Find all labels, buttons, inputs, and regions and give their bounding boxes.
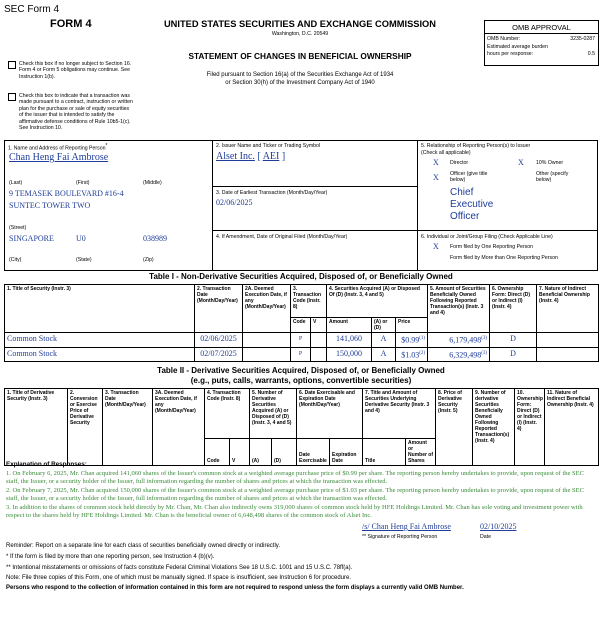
omb-burden-value: 0.5 <box>587 50 595 57</box>
box2-label: 2. Issuer Name and Ticker or Trading Symbol <box>216 143 321 149</box>
city-value: SINGAPORE <box>9 234 54 243</box>
box3-label: 3. Date of Earliest Transaction (Month/Day/Year) <box>216 190 328 196</box>
officer-label-1: Officer (give title <box>450 171 488 177</box>
other-label-1: Other (specify <box>536 171 569 177</box>
table-row <box>5 347 599 362</box>
filed-pursuant-1: Filed pursuant to Section 16(a) of the Securities Exchange Act of 1934 <box>206 72 394 78</box>
one-person-label: Form filed by One Reporting Person <box>450 244 534 250</box>
table-row <box>5 333 599 348</box>
officer-title-2: Executive <box>450 199 494 210</box>
issuer-line: Alset Inc. [ AEI ] <box>216 151 286 162</box>
t1-r1-code: P <box>291 347 311 362</box>
t2-h5: 5. Number of Derivative Securities Acquired (A) or Disposed of (D) (Instr. 3, 4 and 5) <box>250 389 297 439</box>
t1-h6: 6. Ownership Form: Direct (D) or Indirect (I) (Instr. 4) <box>490 285 537 333</box>
t1-h3: 3. Transaction Code (Instr. 8) <box>291 285 327 318</box>
zip-label: (Zip) <box>143 257 154 263</box>
t2-sub-exercisable: Date Exercisable <box>297 439 330 466</box>
t1-r0-title: Common Stock <box>5 333 195 348</box>
t2-h9: 9. Number of derivative Securities Beneficially Owned Following Reported Transaction(s) (Instr. 4) <box>473 389 515 466</box>
table2 <box>4 388 599 466</box>
t1-h7: 7. Nature of Indirect Beneficial Ownership (Instr. 4) <box>537 285 599 333</box>
t2-h3: 3. Transaction Date (Month/Day/Year) <box>103 389 153 466</box>
signature-value: /s/ Chan Heng Fai Ambrose <box>362 522 451 531</box>
t1-h5: 5. Amount of Securities Beneficially Owned Following Reported Transaction(s) (Instr. 3 and 4) <box>428 285 490 333</box>
t1-r1-title: Common Stock <box>5 347 195 362</box>
t2-h8: 8. Price of Derivative Security (Instr. 5) <box>436 389 473 466</box>
explanation-3: 3. In addition to the shares of common stock held directly by Mr. Chan, Mr. Chan also indirectly owns 319,000 shares of common stock held by HFE Holdings Limited. Mr. Chan has sole voting and investment power with respect to the shares held by HFE Holdings Limited. Mr. Chan is the beneficial owner of 6,648,498 shares of the common stock of Alset Inc. <box>6 504 583 519</box>
officer-title-3: Officer <box>450 211 480 222</box>
box4-label: 4. If Amendment, Date of Original Filed (Month/Day/Year) <box>216 234 348 240</box>
t1-r0-v <box>311 333 327 348</box>
explanation-1: 1. On February 6, 2025, Mr. Chan acquired 141,060 shares of the Issuer's common stock at a weighted average purchase price of $0.99 per share. The reporting person hereby undertakes to provide, upon request of the SEC staff, the Issuer, or a security holder of the Issuer, full information regarding the number of shares and prices at which the transaction was effected. <box>6 470 584 485</box>
footer-reminder: Reminder: Report on a separate line for each class of securities beneficially owned directly or indirectly. <box>6 543 281 549</box>
table1 <box>4 284 599 362</box>
explanation-2: 2. On February 7, 2025, Mr. Chan acquired 150,000 shares of the Issuer's common stock at a weighted average purchase price of $1.03 per share. The reporting person hereby undertakes to provide, upon request of the SEC staff, the Issuer, or a security holder of the Issuer, full information regarding the number of shares and prices at which the transaction was effected. <box>6 487 584 502</box>
t2-h1: 1. Title of Derivative Security (Instr. 3) <box>5 389 68 466</box>
t1-h2: 2. Transaction Date (Month/Day/Year) <box>195 285 243 333</box>
table1-title: Table I - Non-Derivative Securities Acquired, Disposed of, or Beneficially Owned <box>149 272 453 281</box>
signature-label: ** Signature of Reporting Person <box>362 534 438 540</box>
last-label: (Last) <box>9 180 23 186</box>
t1-r0-aord: A <box>372 333 396 348</box>
reporting-person-link[interactable]: Chan Heng Fai Ambrose <box>9 152 109 163</box>
box1-label: 1. Name and Address of Reporting Person* <box>8 143 108 152</box>
omb-burden-label-1: Estimated average burden <box>487 44 548 51</box>
rule10b5-checkbox[interactable] <box>8 93 16 101</box>
t2-h10: 10. Ownership Form: Direct (D) or Indirect (I) (Instr. 4) <box>515 389 545 466</box>
t2-sub-amount: Amount or Number of Shares <box>406 439 436 466</box>
issuer-link[interactable]: Alset Inc. <box>216 151 255 162</box>
t1-r1-amount: 150,000 <box>327 347 372 362</box>
footer-note-1: * If the form is filed by more than one reporting person, see Instruction 4 (b)(v). <box>6 554 215 560</box>
t1-sub-price: Price <box>396 318 428 333</box>
t1-r0-form: D <box>490 333 537 348</box>
footer-note-3: Note: File three copies of this Form, one of which must be manually signed. If space is insufficient, see Instruction 6 for procedure. <box>6 575 352 581</box>
t2-sub-v: V <box>230 439 250 466</box>
state-value: U0 <box>76 234 86 243</box>
section16-checkbox[interactable] <box>8 61 16 69</box>
t2-sub-code: Code <box>205 439 230 466</box>
t1-sub-aord: (A) or (D) <box>372 318 396 333</box>
city-label: (City) <box>9 257 22 263</box>
t1-r1-form: D <box>490 347 537 362</box>
t1-r0-price-cell: $0.99$^{(1)}$ <box>396 333 428 348</box>
t1-h4: 4. Securities Acquired (A) or Disposed Of (D) (Instr. 3, 4 and 5) <box>327 285 428 318</box>
form-title: FORM 4 <box>50 18 92 30</box>
date-label: Date <box>480 534 491 540</box>
statement-title: STATEMENT OF CHANGES IN BENEFICIAL OWNERSHIP <box>188 51 412 61</box>
director-mark: X <box>433 158 439 167</box>
signature-date: 02/10/2025 <box>480 522 517 531</box>
omb-title: OMB APPROVAL <box>485 21 598 34</box>
t1-sub-amount: Amount <box>327 318 372 333</box>
other-label-2: below) <box>536 177 552 183</box>
t1-r0-date: 02/06/2025 <box>195 333 243 348</box>
t1-h2a: 2A. Deemed Execution Date, if any (Month/Day/Year) <box>243 285 291 333</box>
t2-sub-title: Title <box>363 439 406 466</box>
t1-r0-amount: 141,060 <box>327 333 372 348</box>
state-label: (State) <box>76 257 92 263</box>
officer-mark: X <box>433 173 439 182</box>
zip-value: 038989 <box>143 234 167 243</box>
director-label: Director <box>450 160 469 166</box>
t1-r1-price-cell: $1.03$^{(2)}$ <box>396 347 428 362</box>
tenpct-label: 10% Owner <box>536 160 564 166</box>
t1-h1: 1. Title of Security (Instr. 3) <box>5 285 195 333</box>
t2-sub-d: (D) <box>272 439 297 466</box>
omb-box <box>484 20 599 66</box>
t1-r1-nature <box>537 347 599 362</box>
filed-pursuant-2: or Section 30(h) of the Investment Company Act of 1940 <box>225 80 375 86</box>
t2-h3a: 3A. Deemed Execution Date, if any (Month/Day/Year) <box>153 389 205 466</box>
t1-r0-owned-cell: 6,179,498$^{(3)}$ <box>428 333 490 348</box>
address-line-2: SUNTEC TOWER TWO <box>9 201 91 210</box>
t1-r1-v <box>311 347 327 362</box>
t2-sub-a: (A) <box>250 439 272 466</box>
footer-omb-note: Persons who respond to the collection of information contained in this form are not required to respond unless the form displays a currently valid OMB Number. <box>6 585 464 591</box>
officer-title-1: Chief <box>450 187 474 198</box>
t1-sub-v: V <box>311 318 327 333</box>
box5-label-1: 5. Relationship of Reporting Person(s) to Issuer <box>421 143 531 149</box>
ticker-link[interactable]: AEI <box>262 151 280 162</box>
omb-number-value: 3235-0287 <box>570 36 595 42</box>
t1-r0-deemed <box>243 333 291 348</box>
first-label: (First) <box>76 180 90 186</box>
t2-sub-expiration: Expiration Date <box>330 439 363 466</box>
t1-r1-owned-cell: 6,329,498$^{(3)}$ <box>428 347 490 362</box>
t2-h7: 7. Title and Amount of Securities Underlying Derivative Security (Instr. 3 and 4) <box>363 389 436 439</box>
t1-sub-code: Code <box>291 318 311 333</box>
agency-title: UNITED STATES SECURITIES AND EXCHANGE COMMISSION <box>163 19 437 29</box>
middle-label: (Middle) <box>143 180 162 186</box>
t2-h4: 4. Transaction Code (Instr. 8) <box>205 389 250 439</box>
footer-note-2: ** Intentional misstatements or omissions of facts constitute Federal Criminal Violations See 18 U.S.C. 1001 and 15 U.S.C. 78ff(a). <box>6 565 353 571</box>
box5-label-2: (Check all applicable) <box>421 150 471 156</box>
rule10b5-text: Check this box to indicate that a transaction was made pursuant to a contract, instruction or written plan for the purchase or sale of equity securities of the issuer that is intended to satisfy the affirmative defense conditions of Rule 10b5-1(c). See Instruction 10. <box>19 93 133 132</box>
t1-r0-nature <box>537 333 599 348</box>
one-person-mark: X <box>433 242 439 251</box>
table2-title-2: (e.g., puts, calls, warrants, options, convertible securities) <box>190 376 412 385</box>
explanation-title: Explanation of Responses: <box>6 461 87 468</box>
omb-burden-label-2: hours per response: <box>487 50 534 57</box>
t1-r1-aord: A <box>372 347 396 362</box>
omb-number-label: OMB Number: <box>487 36 521 42</box>
t2-h6: 6. Date Exercisable and Expiration Date (Month/Day/Year) <box>297 389 363 439</box>
box6-label: 6. Individual or Joint/Group Filing (Check Applicable Line) <box>421 234 553 240</box>
table2-title-1: Table II - Derivative Securities Acquired, Disposed of, or Beneficially Owned <box>157 366 445 375</box>
t1-r1-date: 02/07/2025 <box>195 347 243 362</box>
sec-form-label: SEC Form 4 <box>4 4 60 15</box>
agency-location: Washington, D.C. 20549 <box>271 31 329 37</box>
t1-r1-deemed <box>243 347 291 362</box>
officer-label-2: below) <box>450 177 466 183</box>
many-person-label: Form filed by More than One Reporting Person <box>450 255 558 261</box>
t1-r0-code: P <box>291 333 311 348</box>
section16-text: Check this box if no longer subject to Section 16. Form 4 or Form 5 obligations may continue. See Instruction 1(b). <box>19 61 132 80</box>
earliest-transaction-date: 02/06/2025 <box>216 198 253 207</box>
t2-h2: 2. Conversion or Exercise Price of Derivative Security <box>68 389 103 466</box>
street-label: (Street) <box>9 225 27 231</box>
tenpct-mark: X <box>518 158 524 167</box>
t2-h11: 11. Nature of Indirect Beneficial Ownership (Instr. 4) <box>545 389 599 466</box>
address-line-1: 9 TEMASEK BOULEVARD #16-4 <box>9 189 124 198</box>
